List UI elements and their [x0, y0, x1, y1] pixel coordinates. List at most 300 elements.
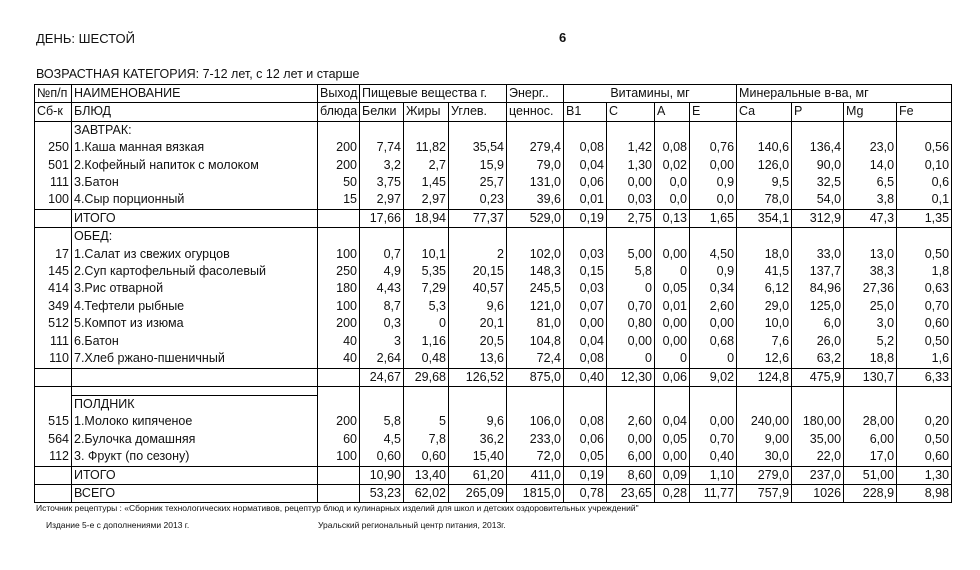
empty-cell	[655, 386, 690, 395]
cell-vit-c: 12,30	[607, 368, 655, 386]
cell-vit-c: 2,60	[607, 413, 655, 430]
cell-carbs: 265,09	[449, 484, 507, 502]
empty-cell	[507, 386, 564, 395]
empty-cell	[318, 121, 360, 139]
table-row	[35, 157, 952, 174]
empty-cell	[690, 395, 737, 413]
header-row-2	[35, 103, 952, 121]
cell-dish: 3.Батон	[72, 174, 318, 191]
cell-vit-b1: 0,78	[564, 484, 607, 502]
cell-vit-b1: 0,01	[564, 191, 607, 209]
cell-vit-c: 0,70	[607, 298, 655, 315]
cell-portion: 60	[318, 431, 360, 448]
cell-fat: 11,82	[404, 139, 449, 156]
header-vit-a: A	[655, 103, 690, 121]
cell-protein: 3,75	[360, 174, 404, 191]
cell-mg: 18,8	[844, 350, 897, 368]
cell-code: 501	[35, 157, 72, 174]
table-row	[35, 246, 952, 263]
cell-vit-c: 5,8	[607, 263, 655, 280]
cell-vit-a: 0,05	[655, 431, 690, 448]
cell-vit-e: 0,9	[690, 174, 737, 191]
cell-code: 145	[35, 263, 72, 280]
cell-fe: 1,30	[897, 466, 952, 484]
cell-mg: 6,00	[844, 431, 897, 448]
empty-cell	[318, 395, 360, 413]
cell-ca: 279,0	[737, 466, 792, 484]
cell-p: 475,9	[792, 368, 844, 386]
empty-cell	[792, 121, 844, 139]
cell-vit-e: 0,0	[690, 191, 737, 209]
cell-carbs: 61,20	[449, 466, 507, 484]
cell-ca: 18,0	[737, 246, 792, 263]
cell-fat: 7,29	[404, 280, 449, 297]
menu-table	[34, 84, 952, 503]
header-carbs: Углев.	[449, 103, 507, 121]
cell-fat: 0	[404, 315, 449, 332]
table-row	[35, 280, 952, 297]
empty-cell	[360, 386, 404, 395]
empty-cell	[507, 121, 564, 139]
day-label: ДЕНЬ: ШЕСТОЙ	[36, 31, 135, 46]
cell-vit-e: 0,9	[690, 263, 737, 280]
cell-vit-e: 0,00	[690, 315, 737, 332]
cell-vit-c: 0,00	[607, 174, 655, 191]
cell-dish: 2.Кофейный напиток с молоком	[72, 157, 318, 174]
cell-portion: 200	[318, 157, 360, 174]
cell-vit-c: 0	[607, 350, 655, 368]
cell-portion: 40	[318, 350, 360, 368]
cell-fat: 2,97	[404, 191, 449, 209]
cell-vit-c: 2,75	[607, 209, 655, 227]
table-row	[35, 350, 952, 368]
cell-portion	[318, 368, 360, 386]
cell-vit-e: 0,40	[690, 448, 737, 466]
cell-fat: 13,40	[404, 466, 449, 484]
table-row	[35, 315, 952, 332]
cell-protein: 5,8	[360, 413, 404, 430]
empty-cell	[737, 228, 792, 246]
table-row	[35, 191, 952, 209]
empty-cell	[607, 228, 655, 246]
table-row	[35, 174, 952, 191]
cell-code: 100	[35, 191, 72, 209]
cell-vit-b1: 0,07	[564, 298, 607, 315]
cell-carbs: 0,23	[449, 191, 507, 209]
cell-ca: 9,00	[737, 431, 792, 448]
cell-fe: 0,63	[897, 280, 952, 297]
empty-cell	[404, 228, 449, 246]
cell-fe: 0,60	[897, 448, 952, 466]
cell-vit-b1: 0,08	[564, 413, 607, 430]
lunch-total-row	[35, 368, 952, 386]
cell-vit-c: 0,00	[607, 333, 655, 350]
cell-vit-a: 0,00	[655, 448, 690, 466]
cell-vit-b1: 0,06	[564, 431, 607, 448]
cell-energy: 72,4	[507, 350, 564, 368]
cell-fe: 0,6	[897, 174, 952, 191]
empty-cell	[449, 228, 507, 246]
cell-vit-b1: 0,04	[564, 333, 607, 350]
cell-vit-a: 0	[655, 350, 690, 368]
cell-mg: 5,2	[844, 333, 897, 350]
cell-vit-a: 0,01	[655, 298, 690, 315]
cell-vit-b1: 0,00	[564, 315, 607, 332]
cell-code: 110	[35, 350, 72, 368]
empty-cell	[318, 228, 360, 246]
section-title-row	[35, 228, 952, 246]
header-portion: блюда	[318, 103, 360, 121]
cell-fe: 0,50	[897, 431, 952, 448]
cell-carbs: 20,15	[449, 263, 507, 280]
cell-vit-a: 0,00	[655, 246, 690, 263]
cell-vit-a: 0	[655, 263, 690, 280]
publisher-note: Уральский региональный центр питания, 2013г.	[318, 520, 506, 530]
cell-energy: 245,5	[507, 280, 564, 297]
table-row	[35, 431, 952, 448]
cell-dish: 1.Каша манная вязкая	[72, 139, 318, 156]
cell-dish: ВСЕГО	[72, 484, 318, 502]
cell-vit-c: 23,65	[607, 484, 655, 502]
table-row	[35, 139, 952, 156]
empty-cell	[35, 395, 72, 413]
cell-mg: 25,0	[844, 298, 897, 315]
cell-p: 33,0	[792, 246, 844, 263]
cell-protein: 0,7	[360, 246, 404, 263]
cell-p: 54,0	[792, 191, 844, 209]
cell-mg: 13,0	[844, 246, 897, 263]
cell-p: 312,9	[792, 209, 844, 227]
cell-ca: 140,6	[737, 139, 792, 156]
cell-mg: 6,5	[844, 174, 897, 191]
cell-dish: ИТОГО	[72, 466, 318, 484]
empty-cell	[737, 395, 792, 413]
header-ca: Ca	[737, 103, 792, 121]
cell-ca: 240,00	[737, 413, 792, 430]
header-vit-b1: B1	[564, 103, 607, 121]
cell-vit-c: 1,30	[607, 157, 655, 174]
cell-vit-c: 1,42	[607, 139, 655, 156]
empty-cell	[607, 395, 655, 413]
table-row	[35, 263, 952, 280]
empty-cell	[737, 386, 792, 395]
cell-ca: 7,6	[737, 333, 792, 350]
cell-fat: 5,3	[404, 298, 449, 315]
cell-energy: 39,6	[507, 191, 564, 209]
cell-portion	[318, 209, 360, 227]
header-energy: Энерг..	[507, 85, 564, 103]
cell-protein: 0,60	[360, 448, 404, 466]
empty-cell	[360, 228, 404, 246]
cell-portion	[318, 466, 360, 484]
cell-vit-c: 0,80	[607, 315, 655, 332]
cell-energy: 875,0	[507, 368, 564, 386]
cell-vit-b1: 0,08	[564, 139, 607, 156]
header-minerals: Минеральные в-ва, мг	[737, 85, 952, 103]
cell-carbs: 15,9	[449, 157, 507, 174]
section-title-row	[35, 121, 952, 139]
header-nutrients: Пищевые вещества г.	[360, 85, 507, 103]
empty-cell	[564, 395, 607, 413]
cell-vit-e: 9,02	[690, 368, 737, 386]
cell-vit-e: 0,76	[690, 139, 737, 156]
cell-carbs: 36,2	[449, 431, 507, 448]
cell-carbs: 126,52	[449, 368, 507, 386]
cell-vit-a: 0,04	[655, 413, 690, 430]
empty-cell	[564, 121, 607, 139]
header-fe: Fe	[897, 103, 952, 121]
cell-carbs: 9,6	[449, 413, 507, 430]
cell-portion: 100	[318, 298, 360, 315]
empty-cell	[35, 386, 72, 395]
empty-cell	[404, 386, 449, 395]
cell-code: 515	[35, 413, 72, 430]
cell-carbs: 25,7	[449, 174, 507, 191]
cell-ca: 12,6	[737, 350, 792, 368]
cell-p: 26,0	[792, 333, 844, 350]
empty-cell	[690, 121, 737, 139]
cell-protein: 2,64	[360, 350, 404, 368]
empty-cell	[72, 386, 318, 395]
cell-mg: 23,0	[844, 139, 897, 156]
cell-fe: 8,98	[897, 484, 952, 502]
cell-energy: 279,4	[507, 139, 564, 156]
cell-portion: 200	[318, 139, 360, 156]
cell-fe: 0,1	[897, 191, 952, 209]
cell-mg: 17,0	[844, 448, 897, 466]
cell-fe: 1,6	[897, 350, 952, 368]
cell-p: 136,4	[792, 139, 844, 156]
cell-carbs: 20,1	[449, 315, 507, 332]
cell-vit-e: 0,70	[690, 431, 737, 448]
cell-code: 111	[35, 333, 72, 350]
cell-code	[35, 209, 72, 227]
cell-protein: 4,5	[360, 431, 404, 448]
snack-total-row	[35, 466, 952, 484]
cell-p: 63,2	[792, 350, 844, 368]
cell-fat: 0,48	[404, 350, 449, 368]
cell-vit-b1: 0,03	[564, 246, 607, 263]
empty-cell	[897, 121, 952, 139]
cell-energy: 411,0	[507, 466, 564, 484]
empty-cell	[792, 395, 844, 413]
cell-carbs: 20,5	[449, 333, 507, 350]
cell-fat: 29,68	[404, 368, 449, 386]
empty-cell	[449, 395, 507, 413]
cell-vit-a: 0,05	[655, 280, 690, 297]
header-mg: Mg	[844, 103, 897, 121]
cell-code	[35, 466, 72, 484]
header-vit-e: E	[690, 103, 737, 121]
cell-portion: 40	[318, 333, 360, 350]
cell-code: 111	[35, 174, 72, 191]
cell-vit-c: 0,03	[607, 191, 655, 209]
cell-dish: 1.Салат из свежих огурцов	[72, 246, 318, 263]
grand-total-row	[35, 484, 952, 502]
cell-vit-b1: 0,06	[564, 174, 607, 191]
empty-cell	[844, 386, 897, 395]
empty-cell	[607, 386, 655, 395]
empty-cell	[35, 121, 72, 139]
empty-cell	[690, 228, 737, 246]
cell-portion: 200	[318, 413, 360, 430]
cell-vit-a: 0,00	[655, 315, 690, 332]
section-title: ПОЛДНИК	[72, 395, 318, 413]
empty-cell	[360, 395, 404, 413]
cell-vit-c: 0	[607, 280, 655, 297]
age-category: ВОЗРАСТНАЯ КАТЕГОРИЯ: 7-12 лет, с 12 лет и старше	[36, 67, 360, 81]
header-output: Выход	[318, 85, 360, 103]
cell-ca: 30,0	[737, 448, 792, 466]
cell-ca: 9,5	[737, 174, 792, 191]
cell-portion: 100	[318, 246, 360, 263]
cell-energy: 106,0	[507, 413, 564, 430]
cell-protein: 53,23	[360, 484, 404, 502]
cell-fat: 1,16	[404, 333, 449, 350]
empty-cell	[792, 228, 844, 246]
cell-protein: 3	[360, 333, 404, 350]
cell-vit-e: 0,00	[690, 157, 737, 174]
cell-fat: 5,35	[404, 263, 449, 280]
cell-dish: 3. Фрукт (по сезону)	[72, 448, 318, 466]
cell-vit-b1: 0,05	[564, 448, 607, 466]
header-vitamins: Витамины, мг	[564, 85, 737, 103]
cell-vit-a: 0,0	[655, 174, 690, 191]
cell-mg: 47,3	[844, 209, 897, 227]
cell-protein: 3,2	[360, 157, 404, 174]
cell-vit-a: 0,13	[655, 209, 690, 227]
cell-p: 1026	[792, 484, 844, 502]
cell-portion: 250	[318, 263, 360, 280]
empty-cell	[564, 386, 607, 395]
empty-cell	[449, 386, 507, 395]
cell-ca: 10,0	[737, 315, 792, 332]
cell-fat: 18,94	[404, 209, 449, 227]
cell-vit-e: 4,50	[690, 246, 737, 263]
cell-vit-a: 0,06	[655, 368, 690, 386]
header-energy: ценнос.	[507, 103, 564, 121]
cell-p: 125,0	[792, 298, 844, 315]
cell-carbs: 40,57	[449, 280, 507, 297]
header-protein: Белки	[360, 103, 404, 121]
cell-vit-b1: 0,40	[564, 368, 607, 386]
cell-vit-a: 0,0	[655, 191, 690, 209]
cell-p: 237,0	[792, 466, 844, 484]
cell-fe: 0,60	[897, 315, 952, 332]
empty-cell	[844, 121, 897, 139]
empty-cell	[792, 386, 844, 395]
empty-cell	[655, 395, 690, 413]
edition-note: Издание 5-е с дополнениями 2013 г.	[46, 520, 190, 530]
cell-energy: 104,8	[507, 333, 564, 350]
cell-protein: 0,3	[360, 315, 404, 332]
cell-portion: 200	[318, 315, 360, 332]
table-row	[35, 413, 952, 430]
cell-carbs: 15,40	[449, 448, 507, 466]
page-number: 6	[559, 30, 567, 45]
cell-p: 32,5	[792, 174, 844, 191]
cell-code: 414	[35, 280, 72, 297]
cell-energy: 72,0	[507, 448, 564, 466]
cell-vit-e: 0,68	[690, 333, 737, 350]
cell-carbs: 77,37	[449, 209, 507, 227]
empty-cell	[655, 228, 690, 246]
cell-vit-b1: 0,08	[564, 350, 607, 368]
empty-cell	[897, 395, 952, 413]
cell-energy: 1815,0	[507, 484, 564, 502]
cell-energy: 148,3	[507, 263, 564, 280]
cell-ca: 757,9	[737, 484, 792, 502]
cell-vit-a: 0,09	[655, 466, 690, 484]
cell-dish: ИТОГО	[72, 209, 318, 227]
cell-p: 180,00	[792, 413, 844, 430]
cell-fe: 1,35	[897, 209, 952, 227]
cell-portion: 100	[318, 448, 360, 466]
cell-code	[35, 368, 72, 386]
cell-vit-e: 1,10	[690, 466, 737, 484]
header-p: P	[792, 103, 844, 121]
cell-fat: 10,1	[404, 246, 449, 263]
cell-carbs: 9,6	[449, 298, 507, 315]
cell-protein: 24,67	[360, 368, 404, 386]
cell-fe: 6,33	[897, 368, 952, 386]
cell-vit-e: 1,65	[690, 209, 737, 227]
cell-vit-a: 0,00	[655, 333, 690, 350]
cell-p: 6,0	[792, 315, 844, 332]
cell-vit-e: 11,77	[690, 484, 737, 502]
cell-code: 250	[35, 139, 72, 156]
cell-energy: 79,0	[507, 157, 564, 174]
cell-dish: 4.Тефтели рыбные	[72, 298, 318, 315]
cell-mg: 228,9	[844, 484, 897, 502]
cell-protein: 4,9	[360, 263, 404, 280]
source-note: Источник рецептуры : «Сборник технологических нормативов, рецептур блюд и кулинарных изделий для школ и детских оздоровительных учреждений"	[36, 503, 639, 513]
cell-carbs: 13,6	[449, 350, 507, 368]
cell-ca: 29,0	[737, 298, 792, 315]
cell-fat: 62,02	[404, 484, 449, 502]
empty-cell	[360, 121, 404, 139]
cell-vit-c: 6,00	[607, 448, 655, 466]
cell-vit-b1: 0,15	[564, 263, 607, 280]
cell-fe: 0,50	[897, 333, 952, 350]
cell-mg: 28,00	[844, 413, 897, 430]
cell-vit-a: 0,02	[655, 157, 690, 174]
cell-dish: 7.Хлеб ржано-пшеничный	[72, 350, 318, 368]
cell-protein: 10,90	[360, 466, 404, 484]
cell-energy: 102,0	[507, 246, 564, 263]
section-title: ЗАВТРАК:	[72, 121, 318, 139]
header-num: №п/п	[35, 85, 72, 103]
cell-protein: 2,97	[360, 191, 404, 209]
cell-p: 84,96	[792, 280, 844, 297]
header-vit-c: C	[607, 103, 655, 121]
cell-dish: 2.Булочка домашняя	[72, 431, 318, 448]
cell-dish	[72, 368, 318, 386]
cell-mg: 51,00	[844, 466, 897, 484]
cell-carbs: 2	[449, 246, 507, 263]
cell-vit-e: 2,60	[690, 298, 737, 315]
cell-fat: 1,45	[404, 174, 449, 191]
cell-vit-b1: 0,19	[564, 209, 607, 227]
cell-vit-b1: 0,19	[564, 466, 607, 484]
cell-ca: 124,8	[737, 368, 792, 386]
cell-fe: 0,10	[897, 157, 952, 174]
cell-ca: 41,5	[737, 263, 792, 280]
cell-vit-b1: 0,03	[564, 280, 607, 297]
cell-fe: 0,70	[897, 298, 952, 315]
cell-vit-c: 8,60	[607, 466, 655, 484]
cell-vit-a: 0,28	[655, 484, 690, 502]
